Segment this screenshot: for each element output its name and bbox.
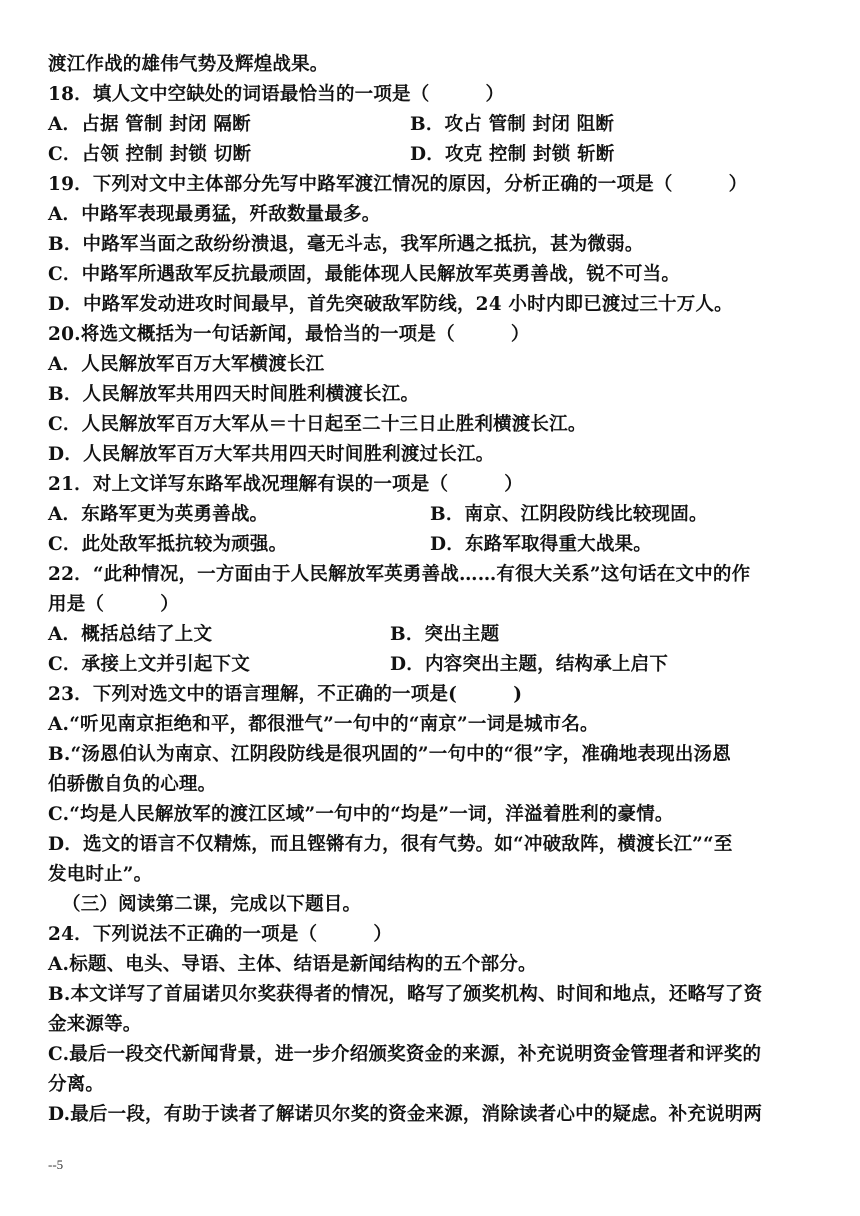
option-b-continued: 金来源等。 <box>48 1014 142 1035</box>
option-d: D．选文的语言不仅精炼，而且铿锵有力，很有气势。如“冲破敌阵，横渡长江”“至 <box>48 834 733 855</box>
option-b: B．人民解放军共用四天时间胜利横渡长江。 <box>48 384 420 405</box>
option-b: B．突出主题 <box>390 624 500 645</box>
text-line: 渡江作战的雄伟气势及辉煌战果。 <box>48 54 329 75</box>
options-row <box>48 500 828 530</box>
option-a: A．中路军表现最勇猛，歼敌数量最多。 <box>48 204 381 225</box>
question-21: 21．对上文详写东路军战况理解有误的一项是（ ） <box>48 474 523 495</box>
option-b: B．中路军当面之敌纷纷溃退，毫无斗志，我军所遇之抵抗，甚为微弱。 <box>48 234 644 255</box>
option-c: C．承接上文并引起下文 <box>48 654 250 675</box>
section-heading: （三）阅读第二课，完成以下题目。 <box>62 894 362 915</box>
option-d: D.最后一段，有助于读者了解诺贝尔奖的资金来源，消除读者心中的疑虑。补充说明两 <box>48 1104 763 1125</box>
option-b: B.“汤恩伯认为南京、江阴段防线是很巩固的”一句中的“很”字，准确地表现出汤恩 <box>48 744 731 765</box>
options-row <box>48 650 828 680</box>
option-d: D．中路军发动进攻时间最早，首先突破敌军防线，24 小时内即已渡过三十万人。 <box>48 294 733 315</box>
option-c: C.最后一段交代新闻背景，进一步介绍颁奖资金的来源，补充说明资金管理者和评奖的 <box>48 1044 762 1065</box>
option-b: B.本文详写了首届诺贝尔奖获得者的情况，略写了颁奖机构、时间和地点，还略写了资 <box>48 984 763 1005</box>
option-b: B．攻占 管制 封闭 阻断 <box>410 114 615 135</box>
option-c: C．此处敌军抵抗较为顽强。 <box>48 534 288 555</box>
option-a: A.“听见南京拒绝和平，都很泄气”一句中的“南京”一词是城市名。 <box>48 714 599 735</box>
option-c: C.“均是人民解放军的渡江区域”一句中的“均是”一词，洋溢着胜利的豪情。 <box>48 804 674 825</box>
option-a: A.标题、电头、导语、主体、结语是新闻结构的五个部分。 <box>48 954 537 975</box>
question-22-continued: 用是（ ） <box>48 594 179 615</box>
option-d-continued: 发电时止”。 <box>48 864 153 885</box>
question-19: 19．下列对文中主体部分先写中路军渡江情况的原因，分析正确的一项是（ ） <box>48 174 748 195</box>
option-b: B．南京、江阴段防线比较现固。 <box>430 504 708 525</box>
options-row <box>48 140 828 170</box>
question-20: 20.将选文概括为一句话新闻，最恰当的一项是（ ） <box>48 324 530 345</box>
options-row <box>48 620 828 650</box>
option-d: D．人民解放军百万大军共用四天时间胜利渡过长江。 <box>48 444 495 465</box>
options-row <box>48 110 828 140</box>
option-a: A．概括总结了上文 <box>48 624 213 645</box>
option-c: C．人民解放军百万大军从＝十日起至二十三日止胜利横渡长江。 <box>48 414 587 435</box>
question-22: 22．“此种情况，一方面由于人民解放军英勇善战……有很大关系”这句话在文中的作 <box>48 564 751 585</box>
document-body <box>48 50 828 1130</box>
question-18: 18．填人文中空缺处的词语最恰当的一项是（ ） <box>48 84 505 105</box>
option-c: C．中路军所遇敌军反抗最顽固，最能体现人民解放军英勇善战，锐不可当。 <box>48 264 681 285</box>
option-a: A．占据 管制 封闭 隔断 <box>48 114 251 135</box>
option-c-continued: 分离。 <box>48 1074 105 1095</box>
option-d: D．攻克 控制 封锁 斩断 <box>410 144 615 165</box>
page-number: --5 <box>48 1157 64 1172</box>
question-23: 23．下列对选文中的语言理解，不正确的一项是( ) <box>48 684 523 705</box>
option-d: D．东路军取得重大战果。 <box>430 534 652 555</box>
option-d: D．内容突出主题，结构承上启下 <box>390 654 669 675</box>
option-a: A．东路军更为英勇善战。 <box>48 504 269 525</box>
option-b-continued: 伯骄傲自负的心理。 <box>48 774 217 795</box>
option-c: C．占领 控制 封锁 切断 <box>48 144 252 165</box>
options-row <box>48 530 828 560</box>
question-24: 24．下列说法不正确的一项是（ ） <box>48 924 393 945</box>
option-a: A．人民解放军百万大军横渡长江 <box>48 354 325 375</box>
